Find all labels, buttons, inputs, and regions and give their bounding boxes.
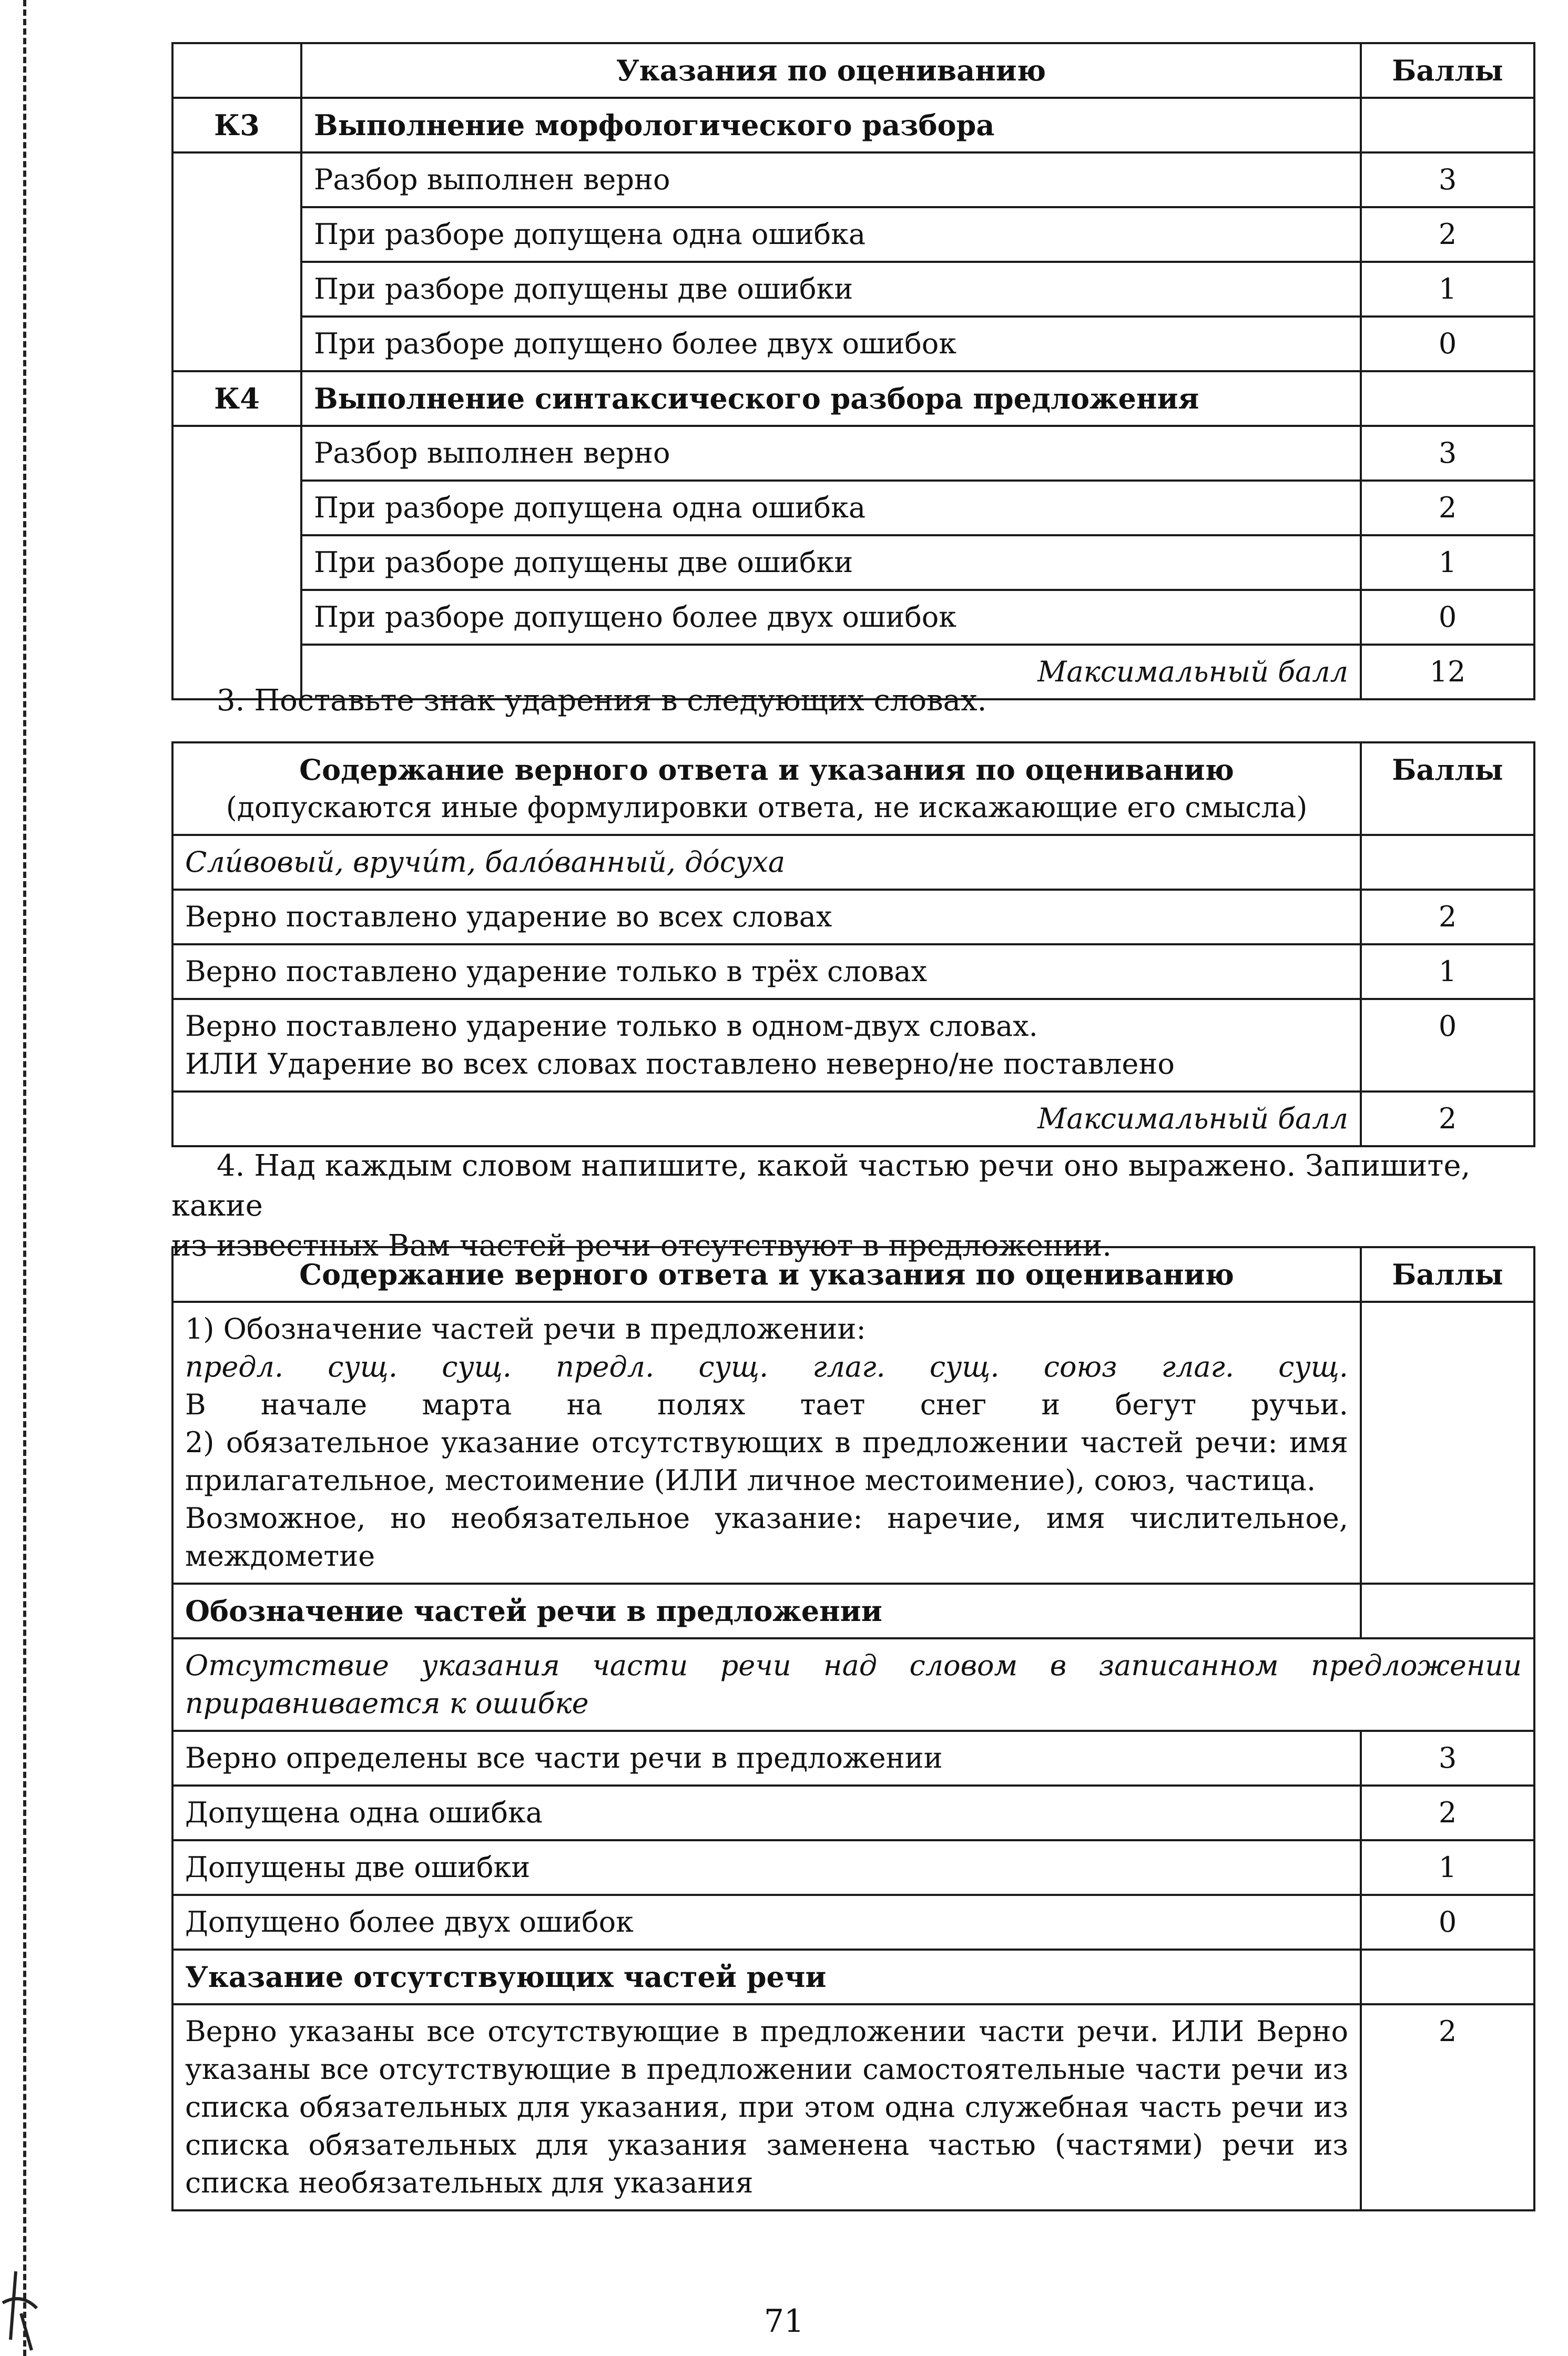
table-header — [172, 1247, 1534, 1302]
table-row: Верно поставлено ударение только в трёх словах 1 — [172, 944, 1534, 999]
header-title: Содержание верного ответа и указания по оцениванию — [172, 1247, 1361, 1302]
header-points: Баллы — [1361, 43, 1534, 98]
header-points: Баллы — [1361, 742, 1534, 835]
scoring-table-task4 — [171, 1246, 1535, 2211]
cut-line — [23, 0, 26, 2356]
table-row: Верно определены все части речи в предложении 3 — [172, 1731, 1534, 1786]
table-header — [172, 742, 1534, 835]
table-row: Допущено более двух ошибок 0 — [172, 1895, 1534, 1950]
table-row: При разборе допущена одна ошибка 2 — [172, 207, 1534, 262]
table-row: При разборе допущено более двух ошибок 0 — [172, 317, 1534, 371]
criterion-k4: К4 Выполнение синтаксического разбора предложения — [172, 371, 1534, 426]
table-row: Допущены две ошибки 1 — [172, 1840, 1534, 1895]
table-row: Верно указаны все отсутствующие в предложении части речи. ИЛИ Верно указаны все отсутствующие в предложении самостоятельные части речи из списка обязательных для указания, при этом одна служебная часть речи из списка обязательных для указания заменена частью (частями) речи из списка необязательных для указания 2 — [172, 2004, 1534, 2210]
table-row: Верно поставлено ударение только в одном-двух словах. ИЛИ Ударение во всех словах поставлено неверно/не поставлено 0 — [172, 999, 1534, 1092]
header-points: Баллы — [1361, 1247, 1534, 1302]
max-score-row: Максимальный балл 12 — [172, 645, 1534, 699]
scoring-table-task3 — [171, 741, 1535, 1147]
header-title: Содержание верного ответа и указания по оцениванию — [299, 753, 1234, 787]
table-row: При разборе допущено более двух ошибок 0 — [172, 590, 1534, 645]
note-row: Отсутствие указания части речи над словом в записанном предложении приравнивается к ошибке — [172, 1638, 1534, 1731]
table-row: Допущена одна ошибка 2 — [172, 1786, 1534, 1840]
header-instructions: Указания по оцениванию — [301, 43, 1361, 98]
table-row: При разборе допущены две ошибки 1 — [172, 262, 1534, 317]
table-row: Разбор выполнен верно 3 — [172, 426, 1534, 481]
section-missing-parts: Указание отсутствующих частей речи — [172, 1950, 1534, 2004]
table-header — [172, 43, 1534, 98]
pos-labels: предл. сущ. сущ. предл. сущ. глаг. сущ. союз глаг. сущ. — [185, 1350, 1348, 1383]
table-row: Разбор выполнен верно 3 — [172, 152, 1534, 207]
table-row: Верно поставлено ударение во всех словах 2 — [172, 890, 1534, 944]
answer-content: 1) Обозначение частей речи в предложении: предл. сущ. сущ. предл. сущ. глаг. сущ. союз глаг. сущ. В начале марта на полях тает снег и бегут ручьи. 2) обязательное указание отсутствующих в предложении частей речи: имя прилагательное, местоимение (ИЛИ личное местоимение), союз, частица. Возможное, но необязательное указание: наречие, имя числительное, междометие — [172, 1302, 1534, 1584]
table-row: При разборе допущена одна ошибка 2 — [172, 481, 1534, 535]
page-number: 71 — [763, 2303, 805, 2340]
max-score-row: Максимальный балл 2 — [172, 1092, 1534, 1146]
answer-row: Сли́вовый, вручи́т, бало́ванный, до́суха — [172, 835, 1534, 890]
criterion-k3: К3 Выполнение морфологического разбора — [172, 98, 1534, 152]
task3-text: 3. Поставьте знак ударения в следующих словах. — [217, 684, 987, 718]
sentence-words: В начале марта на полях тает снег и бегут ручьи. — [185, 1388, 1348, 1421]
section-parts-of-speech: Обозначение частей речи в предложении — [172, 1584, 1534, 1638]
task4-text: 4. Над каждым словом напишите, какой частью речи оно выражено. Запишите, какие из известных Вам частей речи отсутствуют в предложении. — [171, 1149, 1471, 1263]
scoring-table-1 — [171, 42, 1535, 700]
header-subtitle: (допускаются иные формулировки ответа, не искажающие его смысла) — [226, 791, 1308, 824]
table-row: При разборе допущены две ошибки 1 — [172, 535, 1534, 590]
